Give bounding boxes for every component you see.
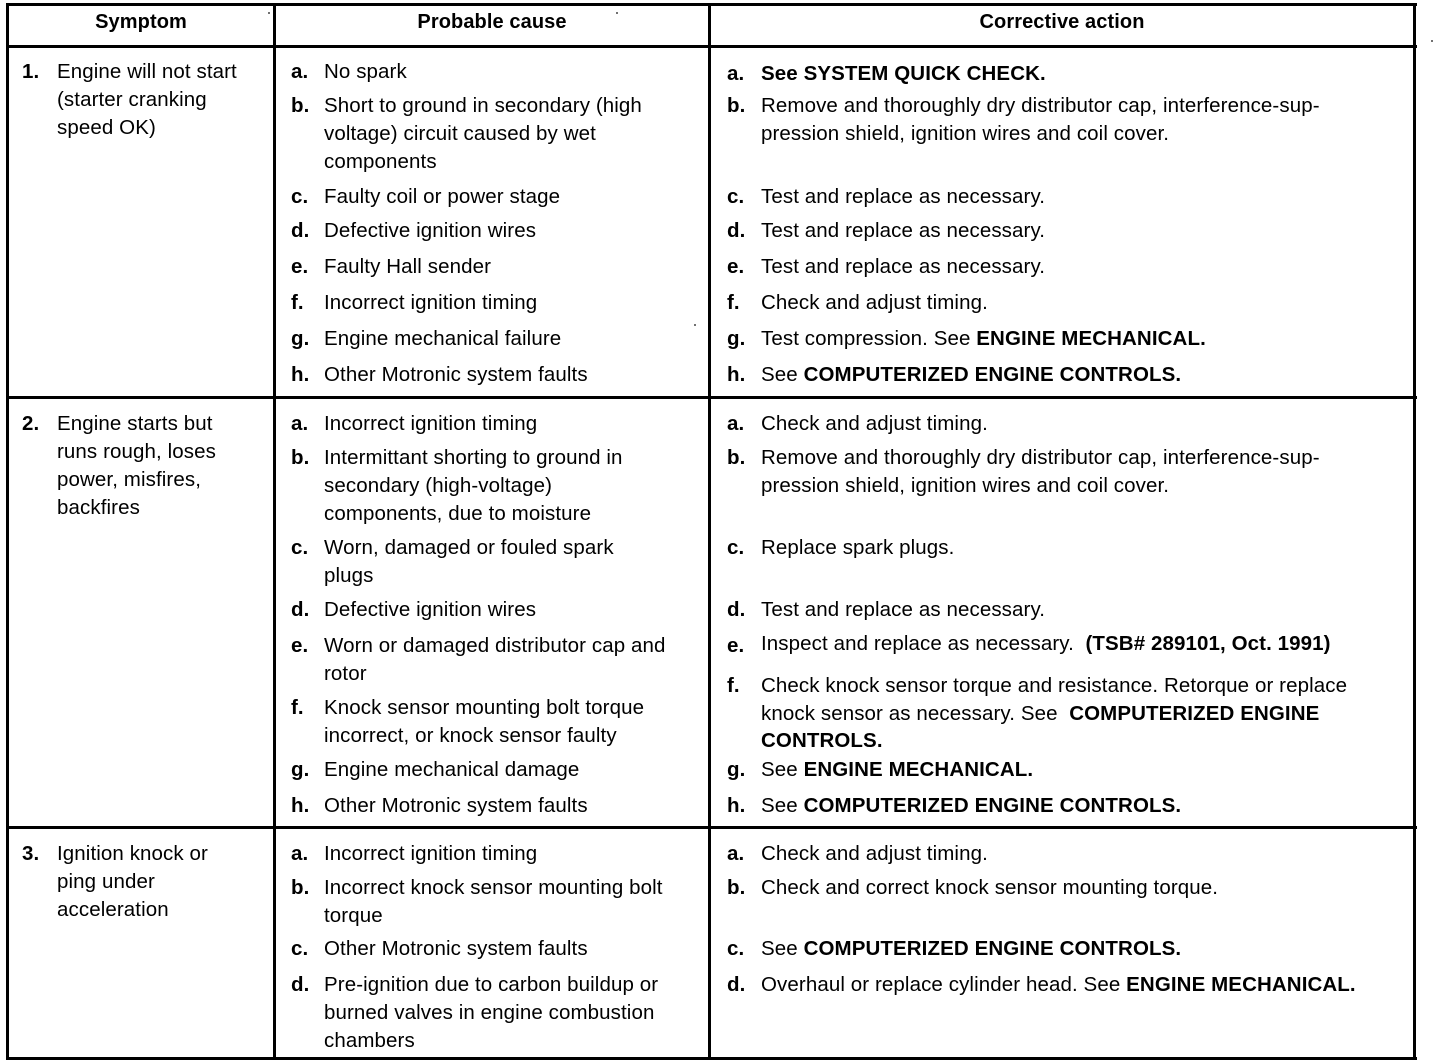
symptom-text: acceleration [57,898,169,921]
cause-text: Incorrect ignition timing [324,842,538,865]
action-reference: CONTROLS. [761,729,883,752]
action-label: c. [727,937,745,960]
action-reference: COMPUTERIZED ENGINE CONTROLS. [803,794,1182,817]
action-reference: ENGINE MECHANICAL. [803,758,1034,781]
action-text: Test and replace as necessary. [761,255,1046,278]
cause-label: c. [291,185,309,208]
symptom-text: speed OK) [57,116,156,139]
header-divider [6,45,1417,48]
action-text: pression shield, ignition wires and coil cover. [761,474,1170,497]
action-text [761,325,1206,353]
action-label: a. [727,412,745,435]
action-lead: See [761,363,798,386]
cause-text: Worn, damaged or fouled spark [324,536,614,559]
action-label: c. [727,536,745,559]
symptom-text: power, misfires, [57,468,201,491]
action-label: d. [727,598,746,621]
action-label: d. [727,973,746,996]
action-lead: See [761,937,798,960]
cause-text: plugs [324,564,374,587]
action-text: Remove and thoroughly dry distributor cap, interference-sup- [761,94,1320,117]
symptom-text: runs rough, loses [57,440,216,463]
action-label: b. [727,94,746,117]
cause-text: Engine mechanical failure [324,327,562,350]
action-reference: ENGINE MECHANICAL. [976,327,1206,350]
cause-text: Defective ignition wires [324,219,537,242]
action-text [761,60,1046,88]
action-reference: COMPUTERIZED ENGINE CONTROLS. [803,363,1182,386]
action-text: Check and adjust timing. [761,842,988,865]
cause-text: Knock sensor mounting bolt torque [324,696,645,719]
action-text [761,756,1033,784]
action-text: Check and adjust timing. [761,412,988,435]
column-divider-1 [273,3,276,1060]
cause-text: Intermittant shorting to ground in [324,446,623,469]
action-reference: SYSTEM QUICK CHECK. [803,62,1046,85]
cause-text: Worn or damaged distributor cap and [324,634,666,657]
cause-text: Other Motronic system faults [324,363,588,386]
symptom-text: (starter cranking [57,88,207,111]
action-text [761,971,1356,999]
action-label: f. [727,674,740,697]
cause-text: components [324,150,437,173]
action-reference: (TSB# 289101, Oct. 1991) [1085,632,1331,655]
cause-label: a. [291,60,309,83]
action-lead: Overhaul or replace cylinder head. See [761,973,1121,996]
action-reference: COMPUTERIZED ENGINE CONTROLS. [803,937,1182,960]
action-reference: ENGINE MECHANICAL. [1126,973,1356,996]
cause-text: components, due to moisture [324,502,592,525]
action-text [761,935,1181,963]
action-text: Check and adjust timing. [761,291,988,314]
symptom-text: Engine starts but [57,412,213,435]
row-divider-1 [6,396,1417,399]
cause-text: Pre-ignition due to carbon buildup or [324,973,659,996]
action-lead: See [761,794,798,817]
action-text: pression shield, ignition wires and coil cover. [761,122,1170,145]
cause-label: d. [291,973,310,996]
cause-text: burned valves in engine combustion [324,1001,655,1024]
row-number: 1. [22,60,40,83]
action-text [761,700,1319,728]
cause-label: f. [291,291,304,314]
cause-text: Defective ignition wires [324,598,537,621]
cause-label: a. [291,412,309,435]
action-text: Replace spark plugs. [761,536,955,559]
cause-label: c. [291,937,309,960]
cause-text: Faulty coil or power stage [324,185,561,208]
header-symptom: Symptom [95,11,187,33]
cause-label: g. [291,758,310,781]
cause-text: rotor [324,662,367,685]
cause-label: c. [291,536,309,559]
header-corrective-action: Corrective action [979,11,1145,33]
action-text: Remove and thoroughly dry distributor cap, interference-sup- [761,446,1320,469]
action-reference: COMPUTERIZED ENGINE [1069,702,1320,725]
action-label: b. [727,446,746,469]
row-number: 2. [22,412,40,435]
action-text [761,630,1331,658]
column-divider-2 [708,3,711,1060]
row-divider-2 [6,826,1417,829]
cause-label: b. [291,446,310,469]
cause-text: Short to ground in secondary (high [324,94,642,117]
scan-speck [694,324,696,326]
cause-label: e. [291,634,309,657]
action-lead: knock sensor as necessary. See [761,702,1058,725]
action-lead: Test compression. See [761,327,971,350]
cause-label: h. [291,794,310,817]
symptom-text: Engine will not start [57,60,237,83]
action-label: e. [727,634,745,657]
cause-text: No spark [324,60,407,83]
cause-text: voltage) circuit caused by wet [324,122,596,145]
action-text [761,361,1181,389]
action-label: h. [727,363,746,386]
action-text: Test and replace as necessary. [761,219,1046,242]
action-label: f. [727,291,740,314]
action-label: g. [727,758,746,781]
cause-text: Incorrect ignition timing [324,291,538,314]
cause-text: Incorrect knock sensor mounting bolt [324,876,663,899]
cause-label: f. [291,696,304,719]
cause-label: d. [291,598,310,621]
action-label: b. [727,876,746,899]
cause-label: b. [291,94,310,117]
header-probable-cause: Probable cause [417,11,567,33]
action-label: a. [727,842,745,865]
action-lead: See [761,758,798,781]
table-border-left [6,3,9,1060]
action-label: g. [727,327,746,350]
cause-text: Faulty Hall sender [324,255,492,278]
cause-label: d. [291,219,310,242]
cause-label: a. [291,842,309,865]
action-text: Check knock sensor torque and resistance. Retorque or replace [761,674,1348,697]
action-text [761,792,1181,820]
action-label: d. [727,219,746,242]
cause-text: Incorrect ignition timing [324,412,538,435]
symptom-text: ping under [57,870,155,893]
table-border-bottom [6,1057,1417,1060]
table-border-top [6,3,1417,6]
cause-label: b. [291,876,310,899]
table-border-right [1413,3,1416,1060]
action-label: c. [727,185,745,208]
cause-text: Other Motronic system faults [324,794,588,817]
cause-label: h. [291,363,310,386]
cause-text: chambers [324,1029,415,1052]
row-number: 3. [22,842,40,865]
action-text: Test and replace as necessary. [761,185,1046,208]
action-label: a. [727,62,745,85]
action-label: h. [727,794,746,817]
action-label: e. [727,255,745,278]
action-lead: See [761,62,798,85]
cause-text: Engine mechanical damage [324,758,580,781]
cause-text: Other Motronic system faults [324,937,588,960]
action-text: Check and correct knock sensor mounting torque. [761,876,1219,899]
cause-label: e. [291,255,309,278]
cause-label: g. [291,327,310,350]
action-lead: Inspect and replace as necessary. [761,632,1074,655]
action-text: Test and replace as necessary. [761,598,1046,621]
cause-text: secondary (high-voltage) [324,474,553,497]
symptom-text: backfires [57,496,140,519]
symptom-text: Ignition knock or [57,842,208,865]
cause-text: torque [324,904,383,927]
scan-speck [1431,40,1433,42]
cause-text: incorrect, or knock sensor faulty [324,724,617,747]
